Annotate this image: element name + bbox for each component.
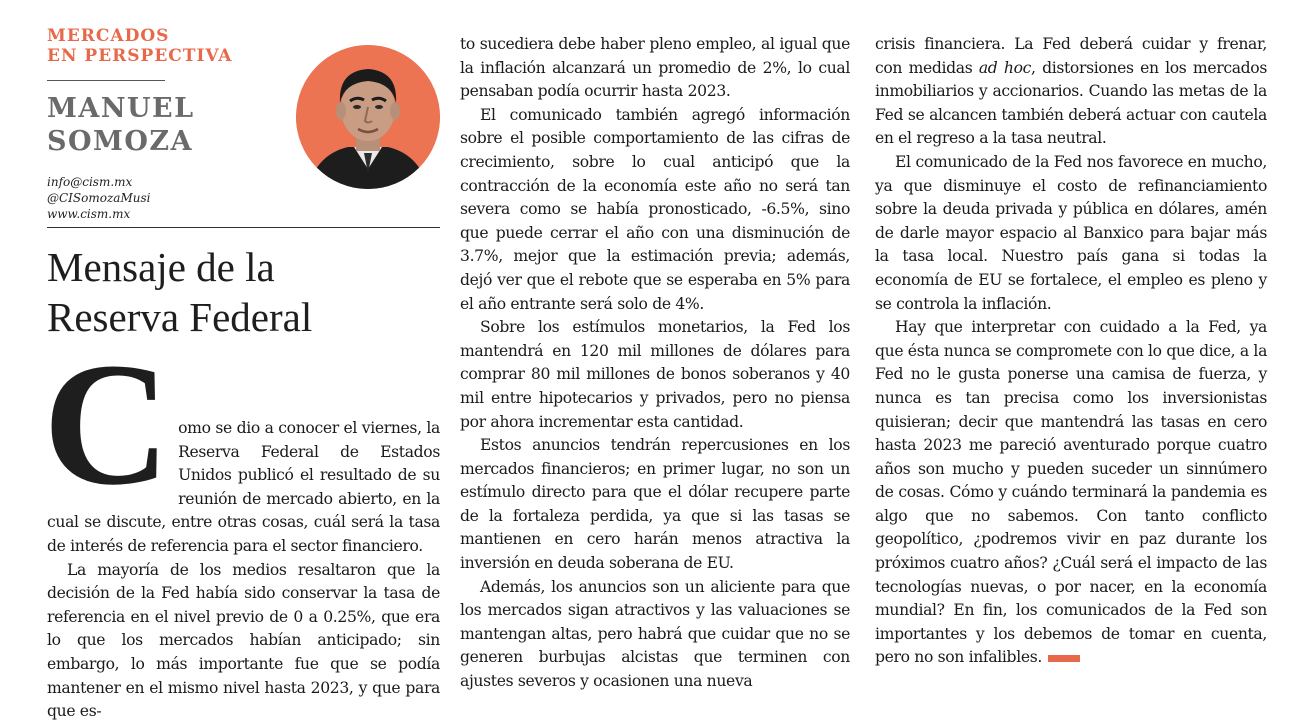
paragraph-1: omo se dio a conocer el viernes, la Reserva Federal de Estados Unidos publicó el resultado de su reunión de mercado abierto, en la cual se discute, entre otras cosas, cuál será la tasa de interés de referencia para el sector financiero.: [47, 419, 440, 555]
author-portrait-icon: [296, 45, 440, 189]
headline-line1: Mensaje de la: [47, 244, 275, 290]
author-website[interactable]: www.cism.mx: [47, 207, 131, 221]
section-label-line2: EN PERSPECTIVA: [47, 46, 233, 66]
paragraph-5: Sobre los estímulos monetarios, la Fed los mantendrá en 120 mil millones de dólares para comprar 80 mil millones de bonos soberanos y 40 mil entre hipotecarios y privados, pero no piensa por ahora incrementar esta cantidad.: [460, 318, 850, 431]
article-column-3: [875, 33, 1267, 670]
paragraph-7: Además, los anuncios son un aliciente para que los mercados sigan atractivos y las valuaciones se mantengan altas, pero habrá que cuidar que no se generen burbujas alcistas que terminen con ajustes severos y ocasionen una nueva: [460, 577, 850, 691]
section-divider: [47, 80, 165, 81]
author-photo: [296, 45, 440, 189]
author-name-line2: SOMOZA: [47, 126, 194, 157]
author-twitter[interactable]: @CISomozaMusi: [47, 191, 151, 205]
author-name: [47, 92, 195, 158]
section-label-line1: MERCADOS: [47, 26, 170, 46]
headline-divider: [47, 227, 440, 228]
paragraph-4: El comunicado también agregó información sobre el posible comportamiento de las cifras de crecimiento, sobre lo cual anticipó que la contracción de la economía este año no será tan severa como se había pronosticado, -6.5%, sino que puede cerrar el año con una disminución de 3.7%, mejor que la estimación previa; además, dejó ver que el rebote que se esperaba en 5% para el año entrante será solo de 4%.: [460, 105, 850, 313]
author-name-line1: MANUEL: [47, 93, 195, 124]
paragraph-8-emphasis: ad hoc: [978, 58, 1032, 77]
author-contacts: [47, 174, 150, 222]
section-label: [47, 26, 233, 66]
drop-cap: C: [43, 327, 171, 522]
end-of-article-icon: [1048, 655, 1080, 662]
article-column-1: [43, 327, 440, 724]
paragraph-8: [875, 33, 1267, 151]
paragraph-6: Estos anuncios tendrán repercusiones en los mercados financieros; en primer lugar, no son un estímulo directo para que el dólar recupere parte de la fortaleza perdida, ya que si las tasas se mantienen en cero harán menos atractiva la inversión en deuda soberana de EU.: [460, 436, 850, 573]
paragraph-10: [875, 316, 1267, 670]
paragraph-10-text: Hay que interpretar con cuidado a la Fed, ya que ésta nunca se compromete con lo que dice, a la Fed no le gusta ponerse una camisa de fuerza, y nunca es tan precisa como los inversionistas quisieran; decir que mantendrá las tasas en cero hasta 2023 me pareció aventurado porque cuatro años son mucho y pueden suceder un sinnúmero de cosas. Cómo y cuándo terminará la pandemia es algo que no sabemos. Con tanto conflicto geopolítico, ¿podremos vivir en paz durante los próximos cuatro años? ¿Cuál será el impacto de las tecnologías nuevas, o por nacer, en la economía mundial? En fin, los comunicados de la Fed son importantes y los debemos de tomar en cuenta, pero no son infalibles.: [875, 318, 1268, 667]
paragraph-2: La mayoría de los medios resaltaron que la decisión de la Fed había sido conservar la tasa de referencia en el nivel previo de 0 a 0.25%, que era lo que los mercados habían anticipado; sin embargo, lo más importante fue que se podía mantener en el mismo nivel hasta 2023, y que para que es-: [47, 560, 440, 721]
paragraph-8-part-a: crisis financiera. La Fed deberá cuidar y frenar, con medidas: [875, 35, 1267, 77]
paragraph-3: to sucediera debe haber pleno empleo, al igual que la inflación alcanzará un promedio de 2%, lo cual pensaban podía ocurrir hasta 2023.: [460, 35, 850, 101]
article-column-2: [460, 33, 850, 694]
paragraph-8-part-b: , distorsiones en los mercados inmobiliarios y accionarios. Cuando las metas de la Fed se alcancen también deberá actuar con cautela en el regreso a la tasa neutral.: [875, 58, 1267, 148]
paragraph-9: El comunicado de la Fed nos favorece en mucho, ya que disminuye el costo de refinanciamiento sobre la deuda privada y pública en dólares, amén de darle mayor espacio al Banxico para bajar más la tasa local. Nuestro país gana si todas la economía de EU se fortalece, el empleo es pleno y se controla la inflación.: [875, 152, 1267, 313]
author-email[interactable]: info@cism.mx: [47, 175, 133, 189]
headline-line2: Reserva Federal: [47, 294, 313, 340]
